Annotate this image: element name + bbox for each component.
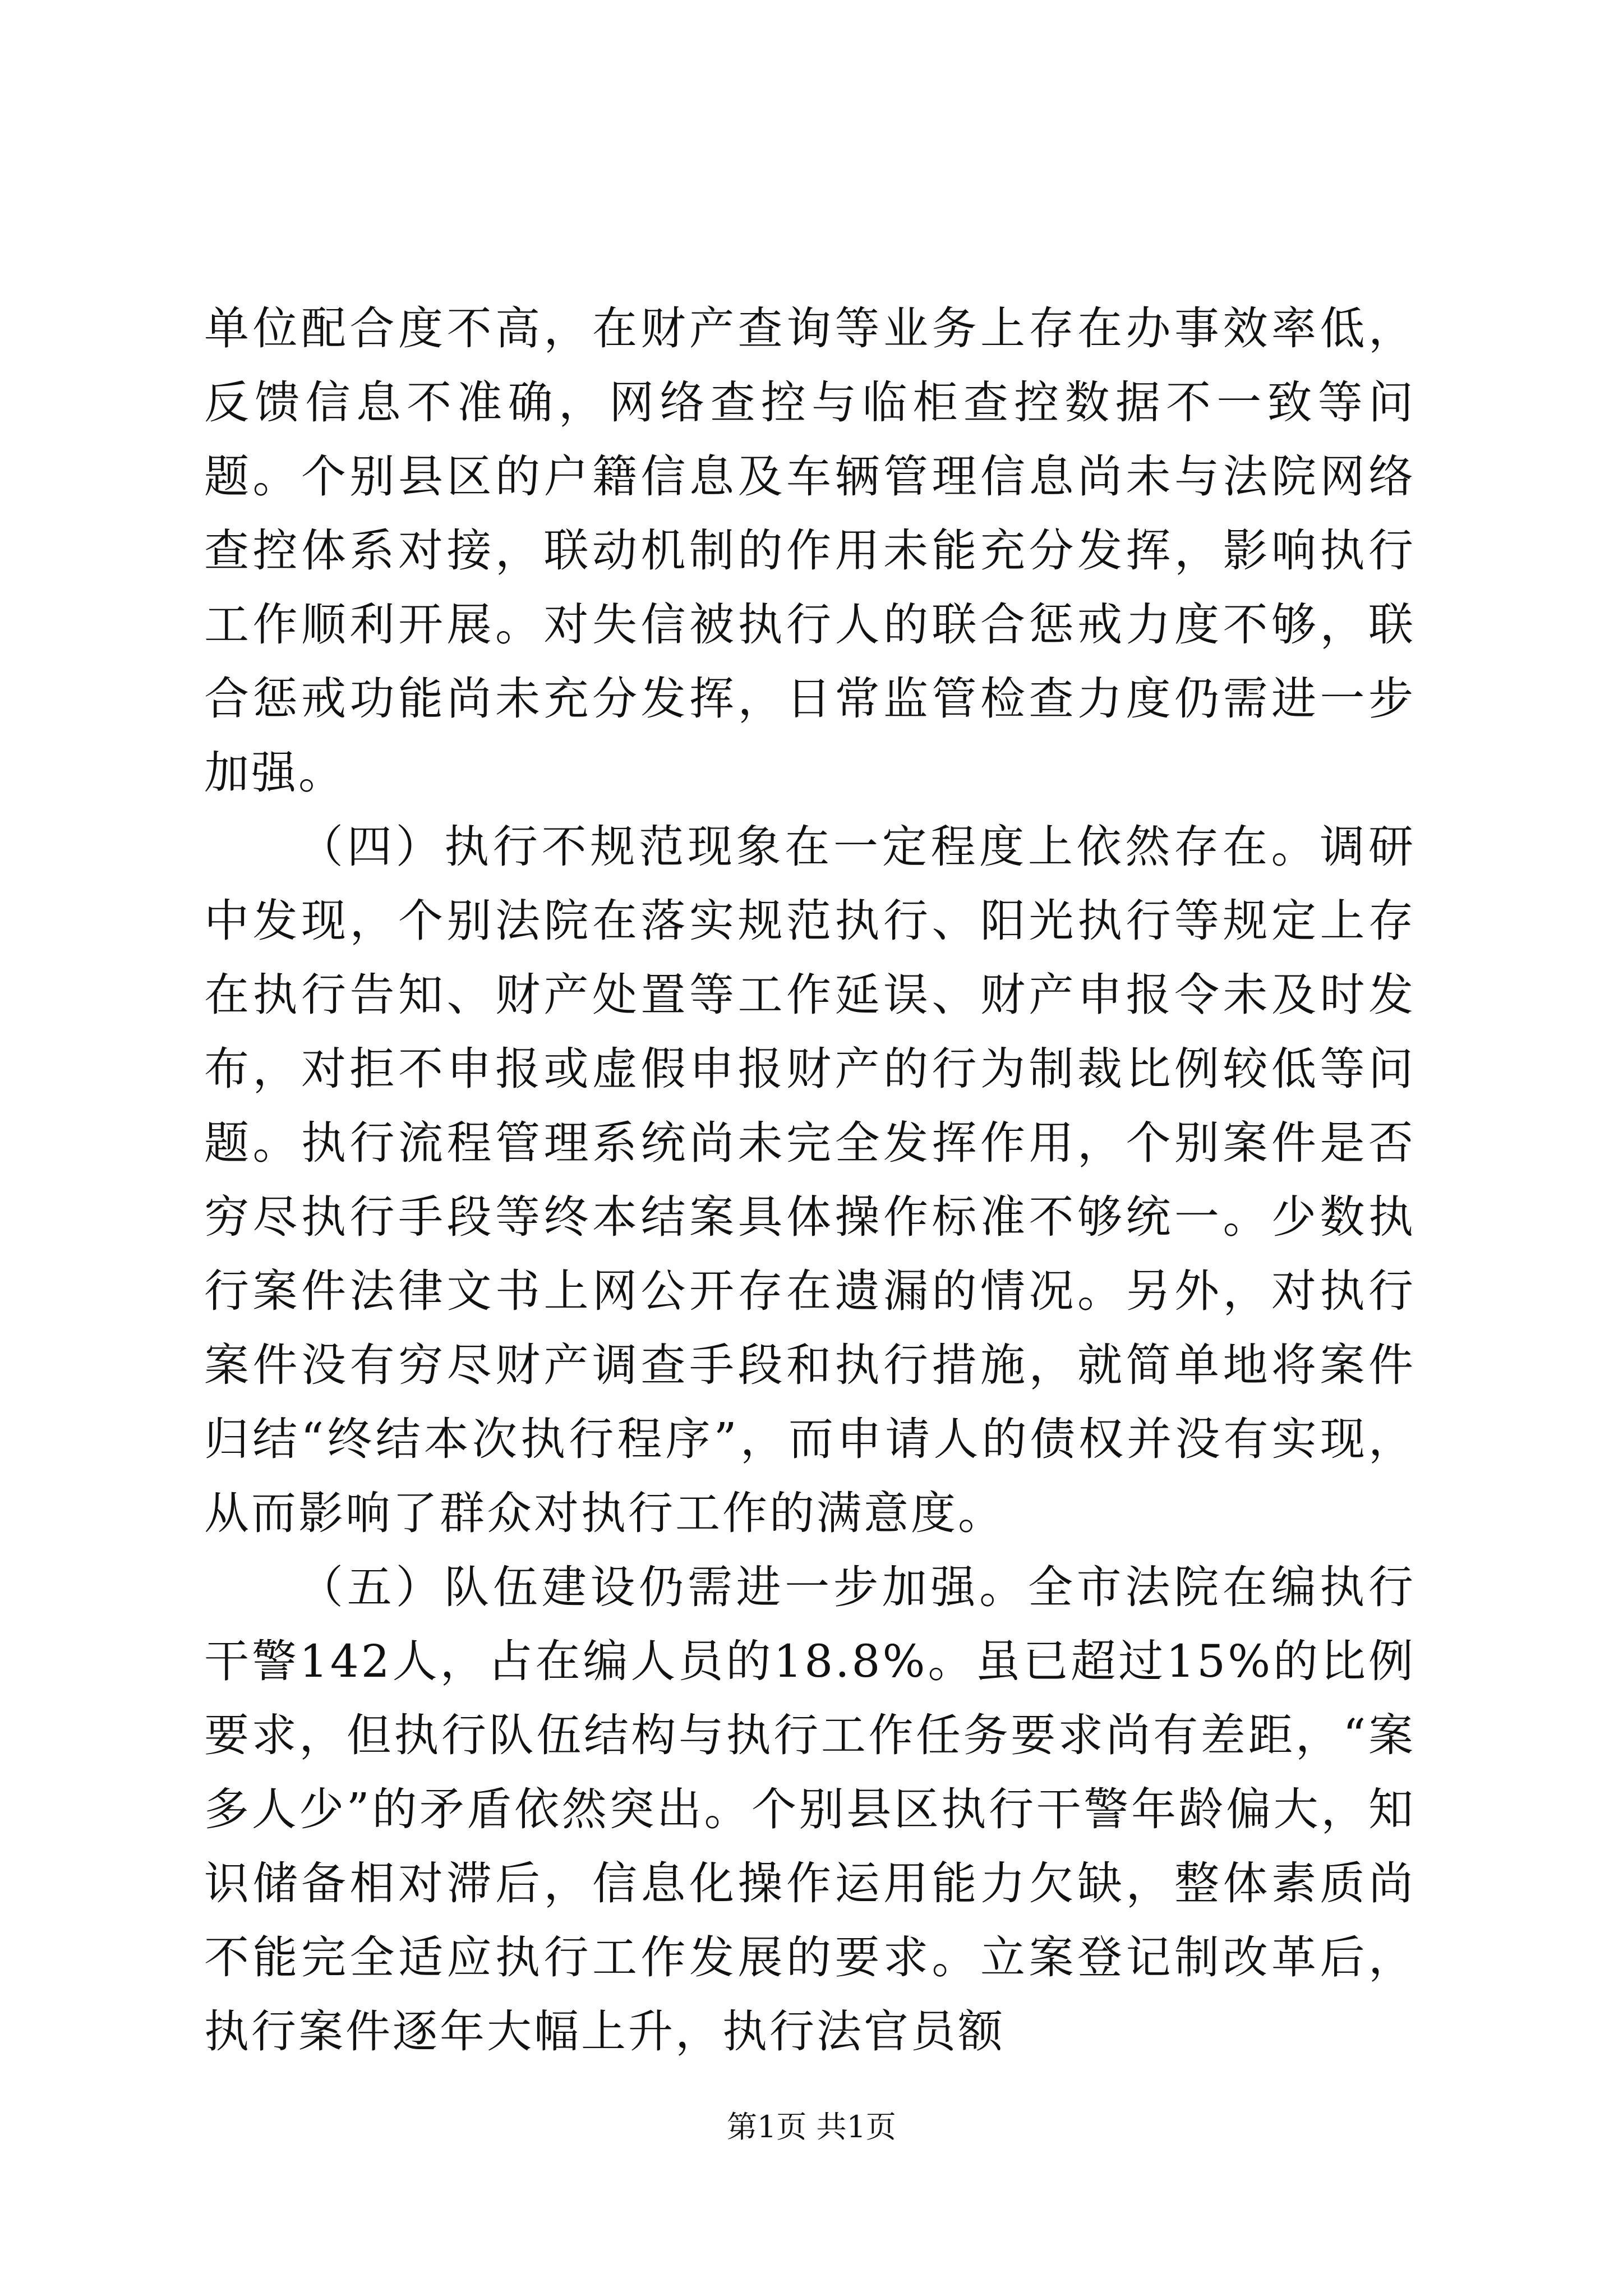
- paragraph-section-four: （四）执行不规范现象在一定程度上依然存在。调研中发现，个别法院在落实规范执行、阳光执行等规定上存在执行告知、财产处置等工作延误、财产申报令未及时发布，对拒不申报或虚假申报财产的行为制裁比例较低等问题。执行流程管理系统尚未完全发挥作用，个别案件是否穷尽执行手段等终本结案具体操作标准不够统一。少数执行案件法律文书上网公开存在遗漏的情况。另外，对执行案件没有穷尽财产调查手段和执行措施，就简单地将案件归结“终结本次执行程序”，而申请人的债权并没有实现，从而影响了群众对执行工作的满意度。: [204, 821, 1415, 1539]
- document-body: [204, 292, 1415, 2069]
- page-footer: 第1页 共1页: [727, 2109, 896, 2145]
- paragraph-section-five: （五）队伍建设仍需进一步加强。全市法院在编执行干警142人，占在编人员的18.8%。虽已超过15%的比例要求，但执行队伍结构与执行工作任务要求尚有差距，“案多人少”的矛盾依然突出。个别县区执行干警年龄偏大，知识储备相对滞后，信息化操作运用能力欠缺，整体素质尚不能完全适应执行工作发展的要求。立案登记制改革后，执行案件逐年大幅上升，执行法官员额: [204, 1561, 1415, 2058]
- paragraph-continuation: 单位配合度不高，在财产查询等业务上存在办事效率低，反馈信息不准确，网络查控与临柜查控数据不一致等问题。个别县区的户籍信息及车辆管理信息尚未与法院网络查控体系对接，联动机制的作用未能充分发挥，影响执行工作顺利开展。对失信被执行人的联合惩戒力度不够，联合惩戒功能尚未充分发挥，日常监管检查力度仍需进一步加强。: [204, 302, 1415, 799]
